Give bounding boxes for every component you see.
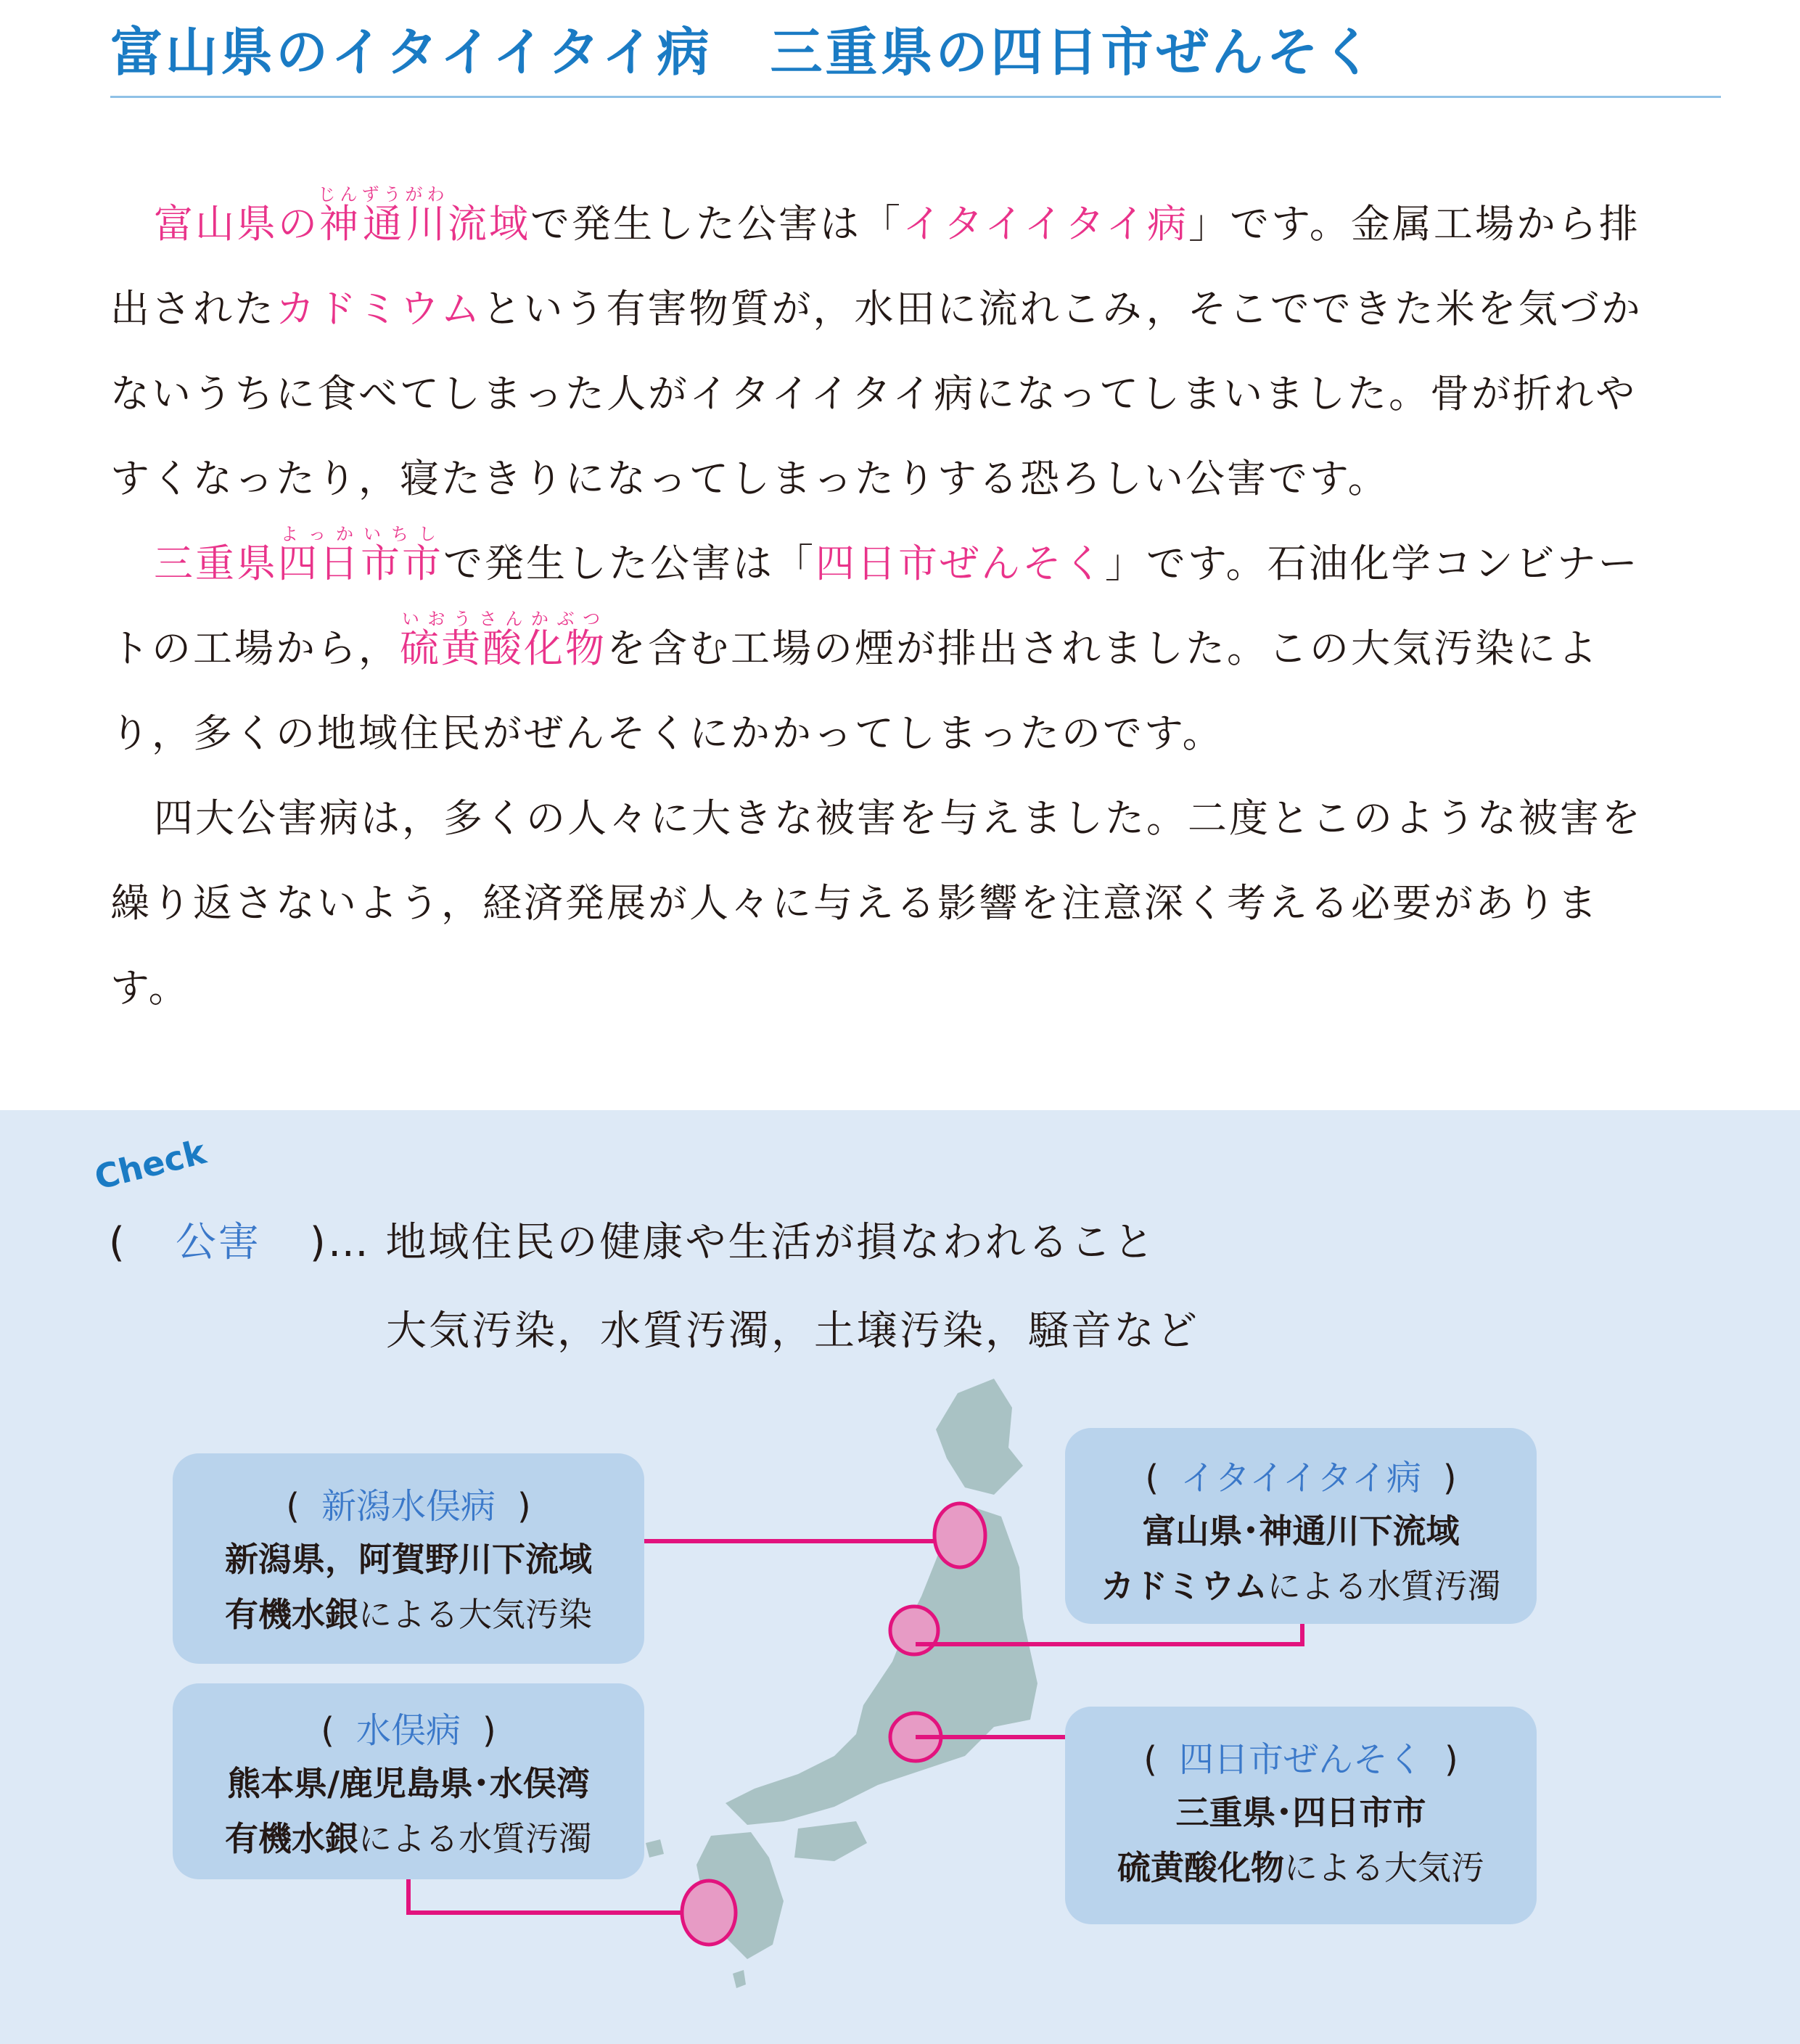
cause-text: による大気汚 xyxy=(1284,1848,1484,1887)
answer-minamata: 水俣病 xyxy=(356,1710,461,1751)
text: を含む工場の煙が排出されました。この大気汚染によ xyxy=(607,625,1599,671)
ruby-yokkaichishi xyxy=(278,524,443,586)
paragraph-2-line-2 xyxy=(110,606,1706,691)
paragraph-1-line-1 xyxy=(110,181,1706,266)
marker-toyama xyxy=(890,1606,938,1654)
marker-minamata xyxy=(682,1881,736,1945)
answer-niigata: 新潟水俣病 xyxy=(321,1486,496,1527)
close-paren: ) xyxy=(1442,1458,1457,1498)
paragraph-1-line-4: すくなったり，寝たきりになってしまったりする恐ろしい公害です。 xyxy=(110,456,1389,501)
text: という有害物質が，水田に流れこみ，そこでできた米を気づか xyxy=(482,286,1643,332)
cause-substance: 硫黄酸化物 xyxy=(1117,1848,1284,1887)
box-cause xyxy=(173,1587,644,1642)
ruby-reading: よっかいちし xyxy=(278,524,443,544)
cause-text: による水質汚濁 xyxy=(1267,1567,1501,1606)
text: で発生した公害は「 xyxy=(530,201,903,247)
paragraph-3-line-1 xyxy=(110,776,1706,861)
ruby-base: 硫黄酸化物 xyxy=(400,625,607,671)
answer-kougai: 公害 xyxy=(175,1219,261,1266)
answer-line xyxy=(1065,1453,1537,1503)
answer-yokkaichi: 四日市ぜんそく xyxy=(1178,1739,1423,1780)
text: で発生した公害は「 xyxy=(443,541,815,586)
highlight-itai: イタイイタイ病 xyxy=(903,201,1189,247)
marker-niigata xyxy=(934,1503,985,1567)
japan-map xyxy=(617,1379,1088,2017)
highlight-cadmium: カドミウム xyxy=(276,286,482,332)
cause-substance: 有機水銀 xyxy=(225,1595,358,1634)
definition-text: … 地域住民の健康や生活が損なわれること xyxy=(327,1219,1156,1266)
close-paren: ) xyxy=(482,1710,496,1751)
open-paren: ( xyxy=(1145,1458,1159,1498)
map-island xyxy=(646,1839,664,1858)
text: 出された xyxy=(110,286,276,332)
answer-line xyxy=(1065,1734,1537,1785)
title-part-2: 三重県の四日市ぜんそく xyxy=(770,22,1377,83)
map-shikoku xyxy=(794,1821,867,1861)
box-niigata-minamata xyxy=(173,1453,644,1664)
paragraph-1-line-3: ないうちに食べてしまった人がイタイイタイ病になってしまいました。骨が折れや xyxy=(110,371,1637,416)
highlight-yokkaichi-asthma: 四日市ぜんそく xyxy=(815,541,1105,586)
highlight-mie: 三重県 xyxy=(154,541,278,586)
paragraph-3-line-3: す。 xyxy=(110,965,190,1011)
paragraph-3-line-2: 繰り返さないよう，経済発展が人々に与える影響を注意深く考える必要がありま xyxy=(110,880,1599,926)
answer-line xyxy=(173,1705,644,1756)
page-title xyxy=(110,16,1377,89)
box-location: 富山県･神通川下流域 xyxy=(1142,1511,1460,1551)
close-paren: ) xyxy=(1444,1739,1458,1780)
box-yokkaichi xyxy=(1065,1707,1537,1924)
highlight-toyama: 富山県の xyxy=(154,201,319,247)
check-label: Check xyxy=(90,1131,210,1197)
cause-substance: カドミウム xyxy=(1101,1567,1267,1606)
cause-text: による水質汚濁 xyxy=(358,1819,592,1858)
close-paren: ) xyxy=(309,1219,328,1266)
text: 」です。石油化学コンビナー xyxy=(1105,541,1640,586)
ruby-sulfur-oxide xyxy=(400,609,607,671)
box-cause xyxy=(1065,1559,1537,1614)
map-hokkaido xyxy=(936,1379,1023,1495)
open-paren: ( xyxy=(286,1486,300,1527)
cause-substance: 有機水銀 xyxy=(225,1819,358,1858)
definition-examples: 大気汚染，水質汚濁，土壌汚染，騒音など xyxy=(386,1308,1199,1355)
ruby-base: 神通川 xyxy=(318,201,449,247)
box-cause xyxy=(1065,1840,1537,1895)
open-paren: ( xyxy=(1143,1739,1157,1780)
title-part-1: 富山県のイタイイタイ病 xyxy=(110,22,712,83)
map-honshu xyxy=(726,1502,1037,1825)
paragraph-1-line-2 xyxy=(110,266,1706,351)
cause-text: による大気汚染 xyxy=(358,1595,592,1634)
text: 四大公害病は，多くの人々に大きな被害を与えました。二度とこのような被害を xyxy=(154,795,1643,841)
definition-line xyxy=(109,1210,1156,1268)
box-location: 新潟県，阿賀野川下流域 xyxy=(225,1540,592,1579)
body-text xyxy=(110,181,1706,1030)
answer-itai: イタイイタイ病 xyxy=(1180,1458,1421,1498)
open-paren: ( xyxy=(109,1219,127,1266)
ruby-reading: じんずうがわ xyxy=(318,184,449,205)
ruby-base: 四日市市 xyxy=(278,541,443,586)
map-island xyxy=(733,1970,746,1988)
paragraph-2-line-1 xyxy=(110,521,1706,606)
ruby-jinzugawa xyxy=(318,184,449,247)
text: 」です。金属工場から排 xyxy=(1188,201,1640,247)
highlight-ryuiki: 流域 xyxy=(448,201,530,247)
open-paren: ( xyxy=(321,1710,334,1751)
answer-line xyxy=(173,1481,644,1532)
text: トの工場から， xyxy=(110,625,400,671)
box-itai-itai xyxy=(1065,1428,1537,1624)
box-cause xyxy=(173,1811,644,1866)
box-location: 三重県･四日市市 xyxy=(1175,1793,1426,1832)
box-minamata xyxy=(173,1683,644,1879)
ruby-reading: いおうさんかぶつ xyxy=(400,609,607,629)
marker-yokkaichi xyxy=(890,1713,941,1761)
box-location: 熊本県/鹿児島県･水俣湾 xyxy=(227,1764,590,1803)
title-divider xyxy=(110,96,1721,98)
paragraph-2-line-3: り，多くの地域住民がぜんそくにかかってしまったのです。 xyxy=(110,710,1224,756)
close-paren: ) xyxy=(517,1486,531,1527)
